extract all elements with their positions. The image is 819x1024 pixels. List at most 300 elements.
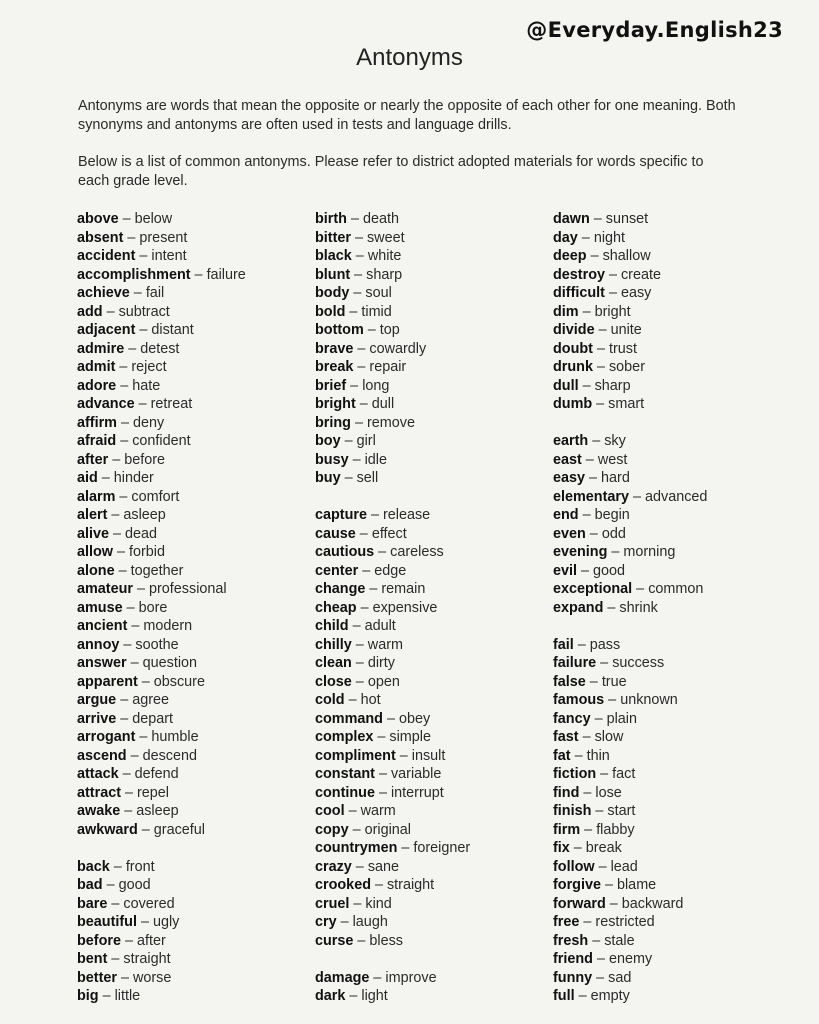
antonym: straight [123, 951, 171, 967]
antonym: slow [594, 729, 624, 745]
antonym-pair [77, 876, 317, 895]
antonym: white [367, 248, 402, 264]
blank-row [553, 414, 793, 433]
word: doubt [553, 340, 593, 357]
dash-separator: – [369, 969, 386, 986]
antonym-pair [315, 247, 555, 266]
dash-separator: – [578, 377, 595, 394]
antonym-pair [77, 525, 317, 544]
antonym: reject [131, 359, 167, 375]
dash-separator: – [604, 285, 621, 301]
word: earth [553, 433, 589, 449]
antonym-column-2 [315, 210, 555, 1006]
antonym-pair [315, 673, 555, 692]
antonym: obscure [153, 673, 205, 690]
antonym-pair [553, 747, 793, 766]
word: answer [77, 655, 127, 671]
antonym-pair [553, 839, 793, 858]
antonym: interrupt [390, 784, 444, 801]
antonym: expensive [372, 599, 438, 616]
antonym-pair [553, 451, 793, 470]
antonym-pair [315, 451, 555, 470]
antonym: girl [356, 433, 376, 449]
word: center [315, 562, 359, 579]
word: absent [77, 229, 124, 246]
dash-separator: – [374, 766, 391, 782]
antonym: dull [371, 396, 395, 412]
word: cry [315, 914, 337, 930]
antonym-pair [553, 562, 793, 581]
word: arrogant [77, 729, 136, 745]
antonym: good [593, 562, 626, 579]
antonym: soothe [135, 636, 179, 653]
word: ascend [77, 747, 127, 764]
word: allow [77, 544, 113, 560]
antonym: subtract [118, 303, 170, 320]
antonym: open [367, 673, 400, 690]
dash-separator: – [134, 396, 151, 412]
dash-separator: – [122, 599, 139, 616]
antonym-pair [315, 506, 555, 525]
antonym-pair [77, 691, 317, 710]
dash-separator: – [370, 877, 387, 893]
word: arrive [77, 710, 117, 727]
word: friend [553, 951, 593, 967]
antonym: release [382, 507, 431, 523]
antonym: comfort [131, 488, 180, 505]
dash-separator: – [348, 821, 365, 838]
antonym: sky [604, 433, 626, 449]
dash-separator: – [592, 396, 609, 412]
dash-separator: – [340, 433, 357, 449]
dash-separator: – [348, 451, 365, 468]
word: copy [315, 821, 349, 838]
dash-separator: – [98, 988, 115, 1004]
antonym-pair [77, 636, 317, 655]
dash-separator: – [120, 932, 137, 949]
antonym-pair [553, 858, 793, 877]
word: exceptional [553, 581, 633, 597]
word: child [315, 618, 349, 634]
antonym-pair [77, 303, 317, 322]
antonym-pair [315, 747, 555, 766]
antonym-pair [315, 266, 555, 285]
antonym-pair [553, 247, 793, 266]
antonym: dirty [367, 655, 395, 671]
dash-separator: – [349, 895, 366, 912]
word: difficult [553, 285, 605, 301]
dash-separator: – [592, 340, 609, 357]
dash-separator: – [629, 488, 645, 505]
antonym-pair [553, 599, 793, 618]
word: add [77, 303, 103, 320]
dash-separator: – [124, 340, 141, 357]
word: crooked [315, 877, 371, 893]
word: big [77, 988, 99, 1004]
antonym: intent [151, 248, 187, 264]
antonym: below [134, 211, 173, 227]
dash-separator: – [592, 969, 609, 986]
antonym: odd [601, 525, 626, 542]
antonym: confident [132, 433, 191, 449]
antonym-pair [315, 765, 555, 784]
dash-separator: – [397, 840, 414, 856]
antonym-pair [77, 913, 317, 932]
antonym: obey [398, 710, 431, 727]
antonym-pair [315, 340, 555, 359]
antonym-pair [315, 580, 555, 599]
word: birth [315, 211, 347, 227]
dash-separator: – [353, 340, 370, 357]
antonym-pair [77, 562, 317, 581]
antonym-pair [77, 488, 317, 507]
antonym: covered [123, 895, 175, 912]
dash-separator: – [190, 266, 207, 283]
antonym-pair [315, 284, 555, 303]
dash-separator: – [592, 951, 609, 967]
dash-separator: – [116, 710, 133, 727]
antonym: depart [132, 710, 174, 727]
antonym: soul [365, 285, 392, 301]
word: advance [77, 396, 135, 412]
dash-separator: – [118, 211, 135, 227]
antonym-pair [77, 358, 317, 377]
word: alone [77, 562, 115, 579]
antonym: agree [132, 692, 170, 708]
blank-row [553, 617, 793, 636]
dash-separator: – [588, 932, 605, 949]
dash-separator: – [116, 433, 133, 449]
dash-separator: – [363, 322, 380, 338]
dash-separator: – [116, 414, 133, 431]
antonym-pair [315, 469, 555, 488]
antonym-pair [315, 358, 555, 377]
antonym-pair [315, 432, 555, 451]
antonym-column-3 [553, 210, 793, 1006]
antonym: death [362, 211, 399, 227]
antonym: straight [386, 877, 435, 893]
antonym: plain [606, 710, 637, 727]
blank-row [77, 839, 317, 858]
dash-separator: – [358, 562, 375, 579]
dash-separator: – [604, 692, 621, 708]
dash-separator: – [603, 599, 620, 616]
antonym: sad [608, 969, 632, 986]
antonym: advanced [645, 488, 708, 505]
antonym: foreigner [413, 840, 471, 856]
word: buy [315, 470, 341, 486]
antonym-pair [77, 802, 317, 821]
antonym: common [648, 581, 704, 597]
word: body [315, 285, 350, 301]
antonym-pair [77, 858, 317, 877]
antonym: morning [623, 544, 676, 560]
antonym: lose [595, 784, 622, 801]
antonym: blame [616, 877, 657, 893]
dash-separator: – [578, 303, 595, 320]
word: destroy [553, 266, 605, 283]
antonym: light [361, 988, 388, 1004]
word: continue [315, 784, 375, 801]
antonym: adult [364, 618, 396, 634]
word: alarm [77, 488, 116, 505]
antonym: long [362, 377, 390, 394]
dash-separator: – [351, 248, 368, 264]
dash-separator: – [577, 562, 594, 579]
antonym: hot [360, 692, 381, 708]
antonym-pair [315, 617, 555, 636]
dash-separator: – [353, 359, 370, 375]
antonym: create [620, 266, 661, 283]
word: cautious [315, 544, 375, 560]
antonym-pair [553, 469, 793, 488]
antonym-pair [553, 488, 793, 507]
antonym-pair [77, 247, 317, 266]
word: admire [77, 340, 125, 357]
antonym: cowardly [369, 340, 427, 357]
dash-separator: – [570, 747, 587, 764]
antonym: retreat [150, 396, 193, 412]
antonym: simple [389, 729, 431, 745]
antonym-pair [553, 395, 793, 414]
dash-separator: – [589, 211, 606, 227]
dash-separator: – [585, 673, 602, 690]
dash-separator: – [374, 544, 391, 560]
antonym-pair [315, 821, 555, 840]
antonym-pair [553, 950, 793, 969]
dash-separator: – [115, 488, 132, 505]
dash-separator: – [102, 877, 119, 893]
dash-separator: – [114, 562, 131, 579]
antonym-pair [77, 414, 317, 433]
word: crazy [315, 858, 352, 875]
dash-separator: – [115, 359, 132, 375]
word: close [315, 673, 352, 690]
dash-separator: – [350, 229, 367, 246]
antonym-pair [315, 525, 555, 544]
word: bring [315, 414, 351, 431]
antonym: effect [371, 525, 407, 542]
antonym-pair [315, 377, 555, 396]
antonym: top [379, 322, 400, 338]
antonym: fail [145, 285, 165, 301]
antonym-pair [77, 987, 317, 1006]
antonym: sharp [366, 266, 403, 283]
antonym: sweet [366, 229, 405, 246]
word: boy [315, 433, 341, 449]
antonym-pair [553, 284, 793, 303]
antonym-pair [77, 821, 317, 840]
antonym-pair [553, 987, 793, 1006]
antonym-pair [553, 506, 793, 525]
antonym-pair [553, 543, 793, 562]
word: finish [553, 803, 592, 819]
word: forgive [553, 877, 601, 893]
antonym-pair [315, 932, 555, 951]
dash-separator: – [97, 470, 114, 486]
dash-separator: – [365, 581, 382, 597]
word: fail [553, 636, 574, 653]
word: bold [315, 303, 346, 320]
dash-separator: – [108, 451, 125, 468]
word: argue [77, 692, 117, 708]
dash-separator: – [126, 747, 143, 764]
dash-separator: – [579, 784, 596, 801]
word: attract [77, 784, 121, 801]
word: fresh [553, 932, 589, 949]
dash-separator: – [137, 673, 154, 690]
word: alive [77, 525, 110, 542]
antonym: fact [612, 766, 636, 782]
antonym: present [139, 229, 188, 246]
word: afraid [77, 433, 117, 449]
dash-separator: – [373, 729, 390, 745]
dash-separator: – [594, 858, 611, 875]
watermark-handle: @Everyday.English23 [526, 18, 783, 42]
dash-separator: – [340, 470, 357, 486]
page-title: Antonyms [356, 44, 463, 71]
word: divide [553, 322, 595, 338]
word: fix [553, 840, 570, 856]
word: break [315, 359, 354, 375]
antonym-pair [77, 340, 317, 359]
word: bare [77, 895, 108, 912]
antonym: graceful [153, 821, 205, 838]
antonym: restricted [595, 914, 655, 930]
dash-separator: – [605, 895, 622, 912]
antonym: sharp [594, 377, 631, 394]
antonym-pair [315, 710, 555, 729]
antonym: deny [132, 414, 165, 431]
dash-separator: – [348, 618, 365, 634]
antonym-pair [77, 210, 317, 229]
antonym: modern [143, 618, 193, 634]
word: funny [553, 969, 593, 986]
dash-separator: – [355, 396, 372, 412]
antonym: worse [132, 969, 172, 986]
dash-separator: – [585, 525, 602, 542]
antonym: break [585, 840, 622, 856]
dash-separator: – [356, 599, 373, 616]
word: black [315, 248, 352, 264]
word: fiction [553, 766, 597, 782]
word: day [553, 229, 578, 246]
antonym: together [130, 562, 184, 579]
antonym-pair [77, 321, 317, 340]
antonym-pair [315, 321, 555, 340]
dash-separator: – [118, 766, 135, 782]
antonym: bless [369, 932, 404, 949]
antonym: lead [610, 858, 638, 875]
antonym-pair [77, 451, 317, 470]
antonym: hard [601, 470, 630, 486]
dash-separator: – [355, 525, 372, 542]
dash-separator: – [382, 710, 399, 727]
dash-separator: – [129, 285, 146, 301]
antonym-pair [315, 895, 555, 914]
word: clean [315, 655, 352, 671]
antonym: warm [367, 636, 403, 653]
antonym: asleep [136, 803, 179, 819]
antonym-pair [553, 303, 793, 322]
antonym-pair [77, 284, 317, 303]
word: expand [553, 599, 604, 616]
dash-separator: – [121, 784, 137, 801]
antonym-pair [553, 525, 793, 544]
dash-separator: – [136, 914, 153, 930]
dash-separator: – [607, 544, 624, 560]
dash-separator: – [120, 803, 137, 819]
dash-separator: – [574, 988, 591, 1004]
antonym: success [612, 655, 665, 671]
word: accident [77, 248, 136, 264]
antonym: repair [369, 359, 407, 375]
dash-separator: – [344, 692, 361, 708]
dash-separator: – [135, 248, 152, 264]
dash-separator: – [351, 655, 368, 671]
dash-separator: – [591, 803, 608, 819]
dash-separator: – [351, 673, 368, 690]
antonym-pair [77, 599, 317, 618]
antonym: variable [390, 766, 442, 782]
dash-separator: – [604, 266, 621, 283]
antonym-pair [553, 266, 793, 285]
antonym-pair [315, 802, 555, 821]
dash-separator: – [127, 618, 144, 634]
word: ancient [77, 618, 128, 634]
antonym: thin [586, 747, 610, 764]
dash-separator: – [116, 692, 133, 708]
antonym: hate [132, 377, 161, 394]
antonym: smart [608, 396, 645, 412]
antonym-pair [553, 895, 793, 914]
dash-separator: – [116, 969, 133, 986]
antonym: sober [608, 359, 645, 375]
word: command [315, 710, 383, 727]
word: cold [315, 692, 345, 708]
antonym: remain [381, 581, 426, 597]
word: famous [553, 692, 605, 708]
antonym: bright [594, 303, 631, 320]
dash-separator: – [116, 377, 133, 394]
antonym-pair [77, 469, 317, 488]
word: after [77, 451, 109, 468]
word: awkward [77, 821, 138, 838]
word: busy [315, 451, 349, 468]
antonym-pair [553, 580, 793, 599]
dash-separator: – [588, 433, 605, 449]
antonym: stale [604, 932, 635, 949]
word: aid [77, 470, 98, 486]
antonym-pair [77, 895, 317, 914]
dash-separator: – [126, 655, 143, 671]
blank-row [315, 950, 555, 969]
antonym-pair [553, 636, 793, 655]
dash-separator: – [135, 729, 152, 745]
antonym: west [597, 451, 628, 468]
antonym-pair [553, 876, 793, 895]
word: cheap [315, 599, 357, 616]
dash-separator: – [107, 507, 124, 523]
intro-paragraph-2: Below is a list of common antonyms. Please refer to district adopted materials for words specific to each grade level. [78, 154, 704, 189]
antonym-pair [315, 691, 555, 710]
antonym-pair [77, 747, 317, 766]
dash-separator: – [374, 784, 391, 801]
antonym: easy [620, 285, 652, 301]
antonym: empty [590, 988, 630, 1004]
antonym: professional [149, 581, 227, 597]
antonym-pair [553, 358, 793, 377]
